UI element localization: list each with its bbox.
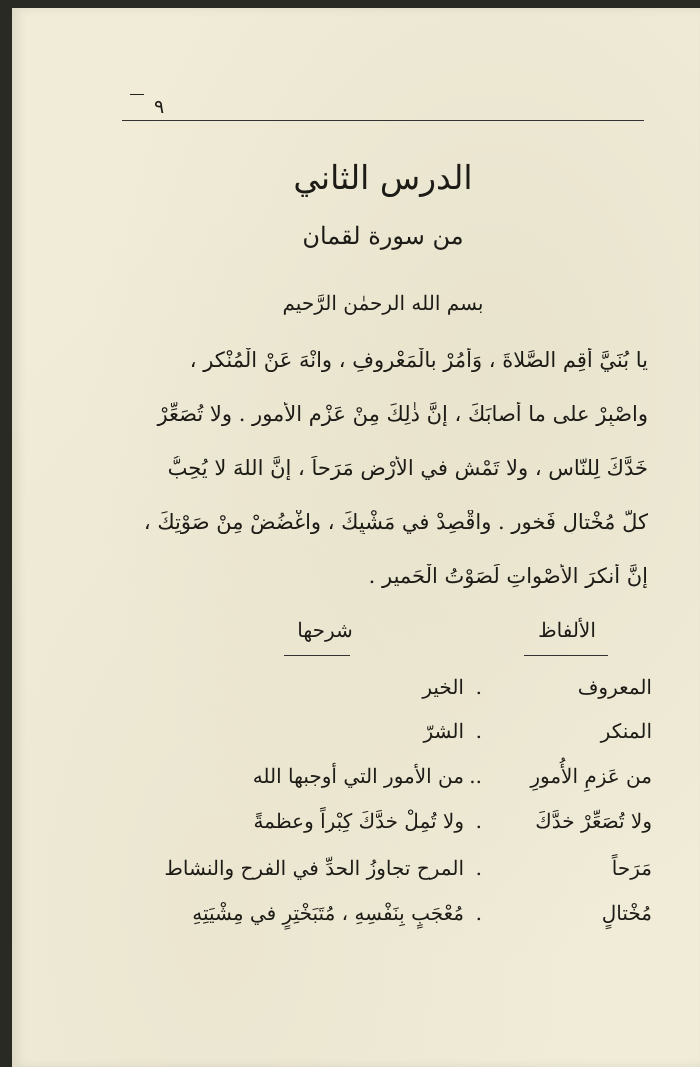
vocab-meaning: من الأمور التي أوجبها الله <box>252 764 464 788</box>
vocab-row <box>152 856 652 894</box>
vocab-meaning: الخير <box>422 675 464 699</box>
sura-title: من سورة لقمان <box>302 222 464 250</box>
verse-line-4: كلَّ مُخْتالٍ فَخورٍ . واقْصِدْ في مَشْيِكَ ، واغْضُضْ مِنْ صَوْتِكَ ، <box>143 510 648 534</box>
vocab-row <box>152 764 652 802</box>
vocab-row <box>152 675 652 713</box>
verse-line-1: يا بُنَيَّ أقِمِ الصَّلاةَ ، وَأْمُرْ بالْمَعْروفِ ، وانْهَ عَنْ الْمُنْكرِ ، <box>189 348 648 372</box>
vocab-row <box>152 719 652 757</box>
vocab-meaning: الشرّ <box>423 719 464 743</box>
lesson-title: الدرس الثاني <box>293 158 473 197</box>
verse-line-2: واصْبِرْ على ما أصابَكَ ، إنَّ ذٰلِكَ مِنْ عَزْمِ الأُمور . ولا تُصَعِّرْ <box>157 402 648 426</box>
header-rule <box>122 120 644 121</box>
vocab-separator: . <box>475 809 482 833</box>
vocab-term: ولا تُصَعِّرْ خدَّكَ <box>535 809 652 833</box>
vocab-separator: . <box>475 856 482 880</box>
vocab-term: مُخْتالٍ <box>601 901 652 925</box>
words-column-header: الألفاظ <box>538 618 596 642</box>
vocab-separator: . <box>475 675 482 699</box>
vocab-separator: .. <box>469 764 482 788</box>
vocab-meaning: ولا تُمِلْ خدَّكَ كِبْراً وعظمةً <box>253 809 464 833</box>
vocab-separator: . <box>475 719 482 743</box>
book-page <box>12 8 700 1067</box>
vocab-row <box>152 809 652 847</box>
verse-line-3: خَدَّكَ لِلنّاسِ ، ولا تَمْشِ في الأَرْضِ مَرَحاً ، إنَّ اللهَ لا يُحِبُّ <box>167 456 648 480</box>
vocab-term: من عَزمِ الأُمورِ <box>530 764 652 788</box>
explanation-header-rule <box>284 655 350 656</box>
vocab-meaning: مُعْجَبٍ بِنَفْسِهِ ، مُتَبَخْتِرٍ في مِشْيَتِهِ <box>192 901 464 925</box>
verse-line-5: إنَّ أنكرَ الأَصْواتِ لَصَوْتُ الْحَميرِ . <box>368 564 648 588</box>
words-header-rule <box>524 655 608 656</box>
vocab-term: المنكر <box>600 719 652 743</box>
vocab-separator: . <box>475 901 482 925</box>
vocab-term: مَرَحاً <box>611 856 652 880</box>
page-number: ٩ <box>154 96 165 118</box>
header-dash <box>130 94 144 95</box>
vocab-term: المعروف <box>577 675 652 699</box>
basmala: بسم الله الرحمٰن الرَّحيم <box>282 291 484 315</box>
vocab-row <box>152 901 652 939</box>
vocab-meaning: المرح تجاوزُ الحدِّ في الفرح والنشاط <box>164 856 464 880</box>
explanation-column-header: شرحها <box>297 618 353 642</box>
